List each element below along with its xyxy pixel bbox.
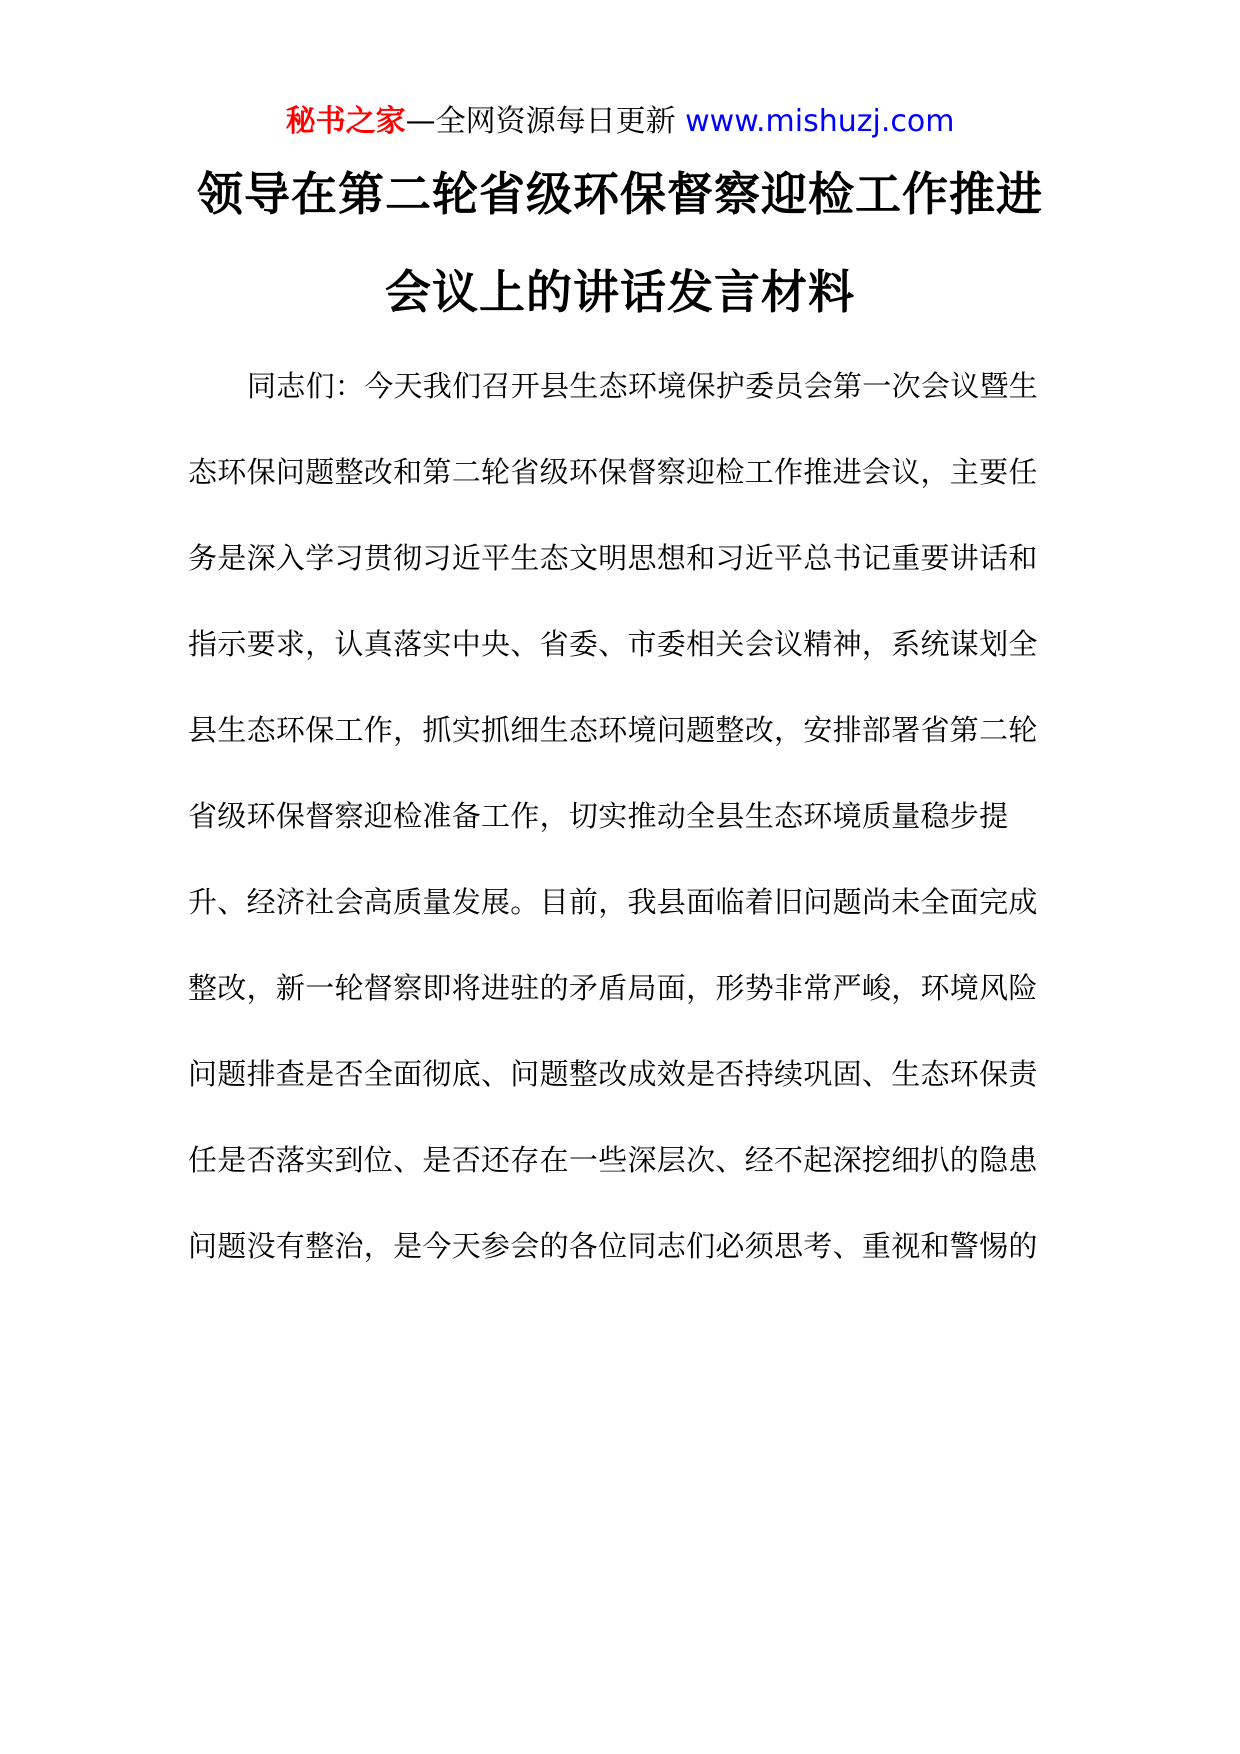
paragraph-line: 整改，新一轮督察即将进驻的矛盾局面，形势非常严峻，环境风险 bbox=[188, 971, 1038, 1005]
paragraph-line: 指示要求，认真落实中央、省委、市委相关会议精神，系统谋划全 bbox=[188, 627, 1038, 661]
site-header bbox=[0, 100, 1240, 144]
document-title-line-1: 领导在第二轮省级环保督察迎检工作推进 bbox=[197, 167, 1043, 221]
paragraph-line: 同志们：今天我们召开县生态环境保护委员会第一次会议暨生 bbox=[247, 369, 1039, 403]
paragraph-line: 省级环保督察迎检准备工作，切实推动全县生态环境质量稳步提 bbox=[188, 799, 1009, 833]
paragraph-line: 务是深入学习贯彻习近平生态文明思想和习近平总书记重要讲话和 bbox=[188, 541, 1038, 575]
paragraph-line: 问题排查是否全面彻底、问题整改成效是否持续巩固、生态环保责 bbox=[188, 1057, 1038, 1091]
site-brand: 秘书之家 bbox=[285, 104, 406, 139]
paragraph-line: 升、经济社会高质量发展。目前，我县面临着旧问题尚未全面完成 bbox=[188, 885, 1038, 919]
site-tagline: —全网资源每日更新 bbox=[405, 104, 686, 139]
paragraph-line: 县生态环保工作，抓实抓细生态环境问题整改，安排部署省第二轮 bbox=[188, 713, 1038, 747]
paragraph-line: 问题没有整治，是今天参会的各位同志们必须思考、重视和警惕的 bbox=[188, 1229, 1038, 1263]
paragraph-line: 任是否落实到位、是否还存在一些深层次、经不起深挖细扒的隐患 bbox=[188, 1143, 1038, 1177]
site-url[interactable]: www.mishuzj.com bbox=[685, 104, 955, 139]
paragraph-line: 态环保问题整改和第二轮省级环保督察迎检工作推进会议，主要任 bbox=[188, 455, 1038, 489]
document-title-line-2: 会议上的讲话发言材料 bbox=[385, 265, 855, 319]
